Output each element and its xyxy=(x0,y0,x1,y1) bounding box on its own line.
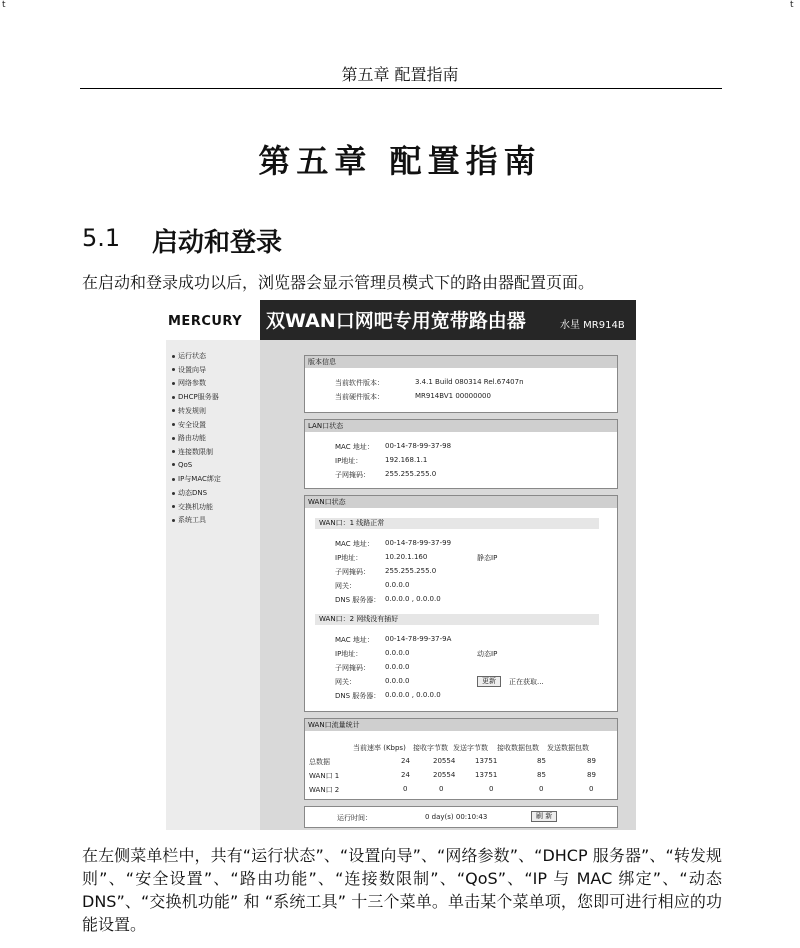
bullet-icon xyxy=(172,396,175,399)
lan-mac-value: 00-14-78-99-37-98 xyxy=(385,442,452,450)
version-panel xyxy=(304,355,618,413)
header-rule xyxy=(80,88,722,89)
wan1-head: WAN口：1 线路正常 xyxy=(315,518,599,529)
traffic-cell: 0 xyxy=(439,785,444,793)
lan-ip-label: IP地址： xyxy=(335,457,363,465)
traffic-cell: 0 xyxy=(539,785,544,793)
bullet-icon xyxy=(172,478,175,481)
lan-panel-title: LAN口状态 xyxy=(305,420,617,432)
wan1-ip-label: IP地址： xyxy=(335,554,363,562)
menu-item-switch[interactable]: 交换机功能 xyxy=(172,502,213,512)
wan2-mac-label: MAC 地址： xyxy=(335,636,374,644)
wan1-ip-value: 10.20.1.160 xyxy=(385,553,428,561)
menu-item-security[interactable]: 安全设置 xyxy=(172,420,206,430)
traffic-row-name: WAN口 2 xyxy=(309,786,340,794)
traffic-cell: 20554 xyxy=(433,757,456,765)
bullet-icon xyxy=(172,492,175,495)
menu-item-wizard[interactable]: 设置向导 xyxy=(172,365,206,375)
router-screenshot xyxy=(166,300,636,830)
wan2-head: WAN口：2 网线没有插好 xyxy=(315,614,599,625)
uptime-bar xyxy=(304,806,618,828)
wan2-dns-value: 0.0.0.0 , 0.0.0.0 xyxy=(385,691,441,699)
wan2-dns-label: DNS 服务器： xyxy=(335,692,381,700)
wan1-dns-label: DNS 服务器： xyxy=(335,596,381,604)
bullet-icon xyxy=(172,355,175,358)
wan1-gateway-value: 0.0.0.0 xyxy=(385,581,410,589)
wan1-dns-value: 0.0.0.0 , 0.0.0.0 xyxy=(385,595,441,603)
wan2-gateway-label: 网关： xyxy=(335,678,356,686)
traffic-cell: 24 xyxy=(401,771,410,779)
menu-description: 在左侧菜单栏中，共有“运行状态”、“设置向导”、“网络参数”、“DHCP 服务器”、“转发规则”、“安全设置”、“路由功能”、“连接数限制”、“QoS”、“IP 与 MAC 绑定”、“动态 DNS”、“交换机功能” 和 “系统工具” 十三个菜单。单击某个菜单项，您即可进行相应的功能设置。 xyxy=(82,846,722,934)
traffic-panel-title: WAN口流量统计 xyxy=(305,719,617,731)
uptime-label: 运行时间： xyxy=(337,814,372,822)
banner xyxy=(166,300,636,340)
bullet-icon xyxy=(172,463,175,466)
lan-mac-label: MAC 地址： xyxy=(335,443,374,451)
sidebar-menu xyxy=(166,340,260,830)
mercury-logo: MERCURY xyxy=(168,314,243,329)
traffic-panel xyxy=(304,718,618,800)
bullet-icon xyxy=(172,382,175,385)
wan2-ip-type: 动态IP xyxy=(477,650,498,658)
wan1-mac-label: MAC 地址： xyxy=(335,540,374,548)
menu-item-dhcp[interactable]: DHCP服务器 xyxy=(172,392,219,402)
traffic-cell: 89 xyxy=(587,757,596,765)
bullet-icon xyxy=(172,423,175,426)
running-header: 第五章 配置指南 xyxy=(341,65,459,84)
menu-item-forwarding[interactable]: 转发规则 xyxy=(172,406,206,416)
bullet-icon xyxy=(172,450,175,453)
intro-text: 在启动和登录成功以后，浏览器会显示管理员模式下的路由器配置页面。 xyxy=(82,273,595,292)
wan1-gateway-label: 网关： xyxy=(335,582,356,590)
wan2-gateway-value: 0.0.0.0 xyxy=(385,677,410,685)
wan1-mask-label: 子网掩码： xyxy=(335,568,370,576)
traffic-header-tx-packets: 发送数据包数 xyxy=(547,744,589,752)
main-content xyxy=(260,340,636,830)
menu-item-routing[interactable]: 路由功能 xyxy=(172,433,206,443)
banner-title-bar xyxy=(260,300,636,340)
bullet-icon xyxy=(172,437,175,440)
traffic-row-name: 总数据 xyxy=(309,758,330,766)
wan-panel xyxy=(304,495,618,712)
wan2-ip-label: IP地址： xyxy=(335,650,363,658)
wan2-ip-value: 0.0.0.0 xyxy=(385,649,410,657)
lan-ip-value: 192.168.1.1 xyxy=(385,456,428,464)
section-number: 5.1 xyxy=(82,224,121,252)
banner-model: 水星 MR914B xyxy=(560,320,625,331)
traffic-cell: 20554 xyxy=(433,771,456,779)
banner-title: 双WAN口网吧专用宽带路由器 xyxy=(266,310,526,332)
wan1-ip-type: 静态IP xyxy=(477,554,498,562)
wan1-mask-value: 255.255.255.0 xyxy=(385,567,437,575)
sw-version-label: 当前软件版本： xyxy=(335,379,384,387)
menu-item-ip-mac[interactable]: IP与MAC绑定 xyxy=(172,474,221,484)
traffic-cell: 0 xyxy=(489,785,494,793)
version-panel-title: 版本信息 xyxy=(305,356,617,368)
traffic-header-rx-packets: 接收数据包数 xyxy=(497,744,539,752)
section-title: 启动和登录 xyxy=(152,228,283,258)
wan2-mac-value: 00-14-78-99-37-9A xyxy=(385,635,452,643)
menu-item-ddns[interactable]: 动态DNS xyxy=(172,488,207,498)
menu-item-qos[interactable]: QoS xyxy=(172,461,192,469)
hw-version-value: MR914BV1 00000000 xyxy=(415,392,491,400)
traffic-header-rate: 当前速率 (Kbps) xyxy=(353,744,406,752)
wan-panel-title: WAN口状态 xyxy=(305,496,617,508)
wan2-mask-value: 0.0.0.0 xyxy=(385,663,410,671)
wan2-update-button[interactable]: 更新 xyxy=(477,676,501,687)
menu-item-system-tools[interactable]: 系统工具 xyxy=(172,515,206,525)
sw-version-value: 3.4.1 Build 080314 Rel.67407n xyxy=(415,378,524,386)
menu-item-conn-limit[interactable]: 连接数限制 xyxy=(172,447,213,457)
traffic-header-rx-bytes: 接收字节数 xyxy=(413,744,448,752)
traffic-row-name: WAN口 1 xyxy=(309,772,340,780)
bullet-icon xyxy=(172,368,175,371)
corner-mark-left: t xyxy=(2,0,6,10)
lan-mask-value: 255.255.255.0 xyxy=(385,470,437,478)
traffic-cell: 85 xyxy=(537,771,546,779)
lan-panel xyxy=(304,419,618,489)
wan1-mac-value: 00-14-78-99-37-99 xyxy=(385,539,452,547)
traffic-header-tx-bytes: 发送字节数 xyxy=(453,744,488,752)
bullet-icon xyxy=(172,505,175,508)
traffic-cell: 24 xyxy=(401,757,410,765)
wan2-mask-label: 子网掩码： xyxy=(335,664,370,672)
chapter-title: 第五章 配置指南 xyxy=(258,142,542,180)
bullet-icon xyxy=(172,409,175,412)
uptime-value: 0 day(s) 00:10:43 xyxy=(425,813,488,821)
menu-item-status[interactable]: 运行状态 xyxy=(172,351,206,361)
traffic-cell: 85 xyxy=(537,757,546,765)
corner-mark-right: t xyxy=(790,0,794,10)
traffic-cell: 13751 xyxy=(475,757,498,765)
menu-item-network[interactable]: 网络参数 xyxy=(172,378,206,388)
traffic-cell: 0 xyxy=(589,785,594,793)
bullet-icon xyxy=(172,519,175,522)
lan-mask-label: 子网掩码： xyxy=(335,471,370,479)
traffic-cell: 13751 xyxy=(475,771,498,779)
hw-version-label: 当前硬件版本： xyxy=(335,393,384,401)
refresh-button[interactable]: 刷 新 xyxy=(531,811,557,822)
traffic-cell: 0 xyxy=(403,785,408,793)
wan2-status: 正在获取... xyxy=(509,678,544,686)
traffic-cell: 89 xyxy=(587,771,596,779)
